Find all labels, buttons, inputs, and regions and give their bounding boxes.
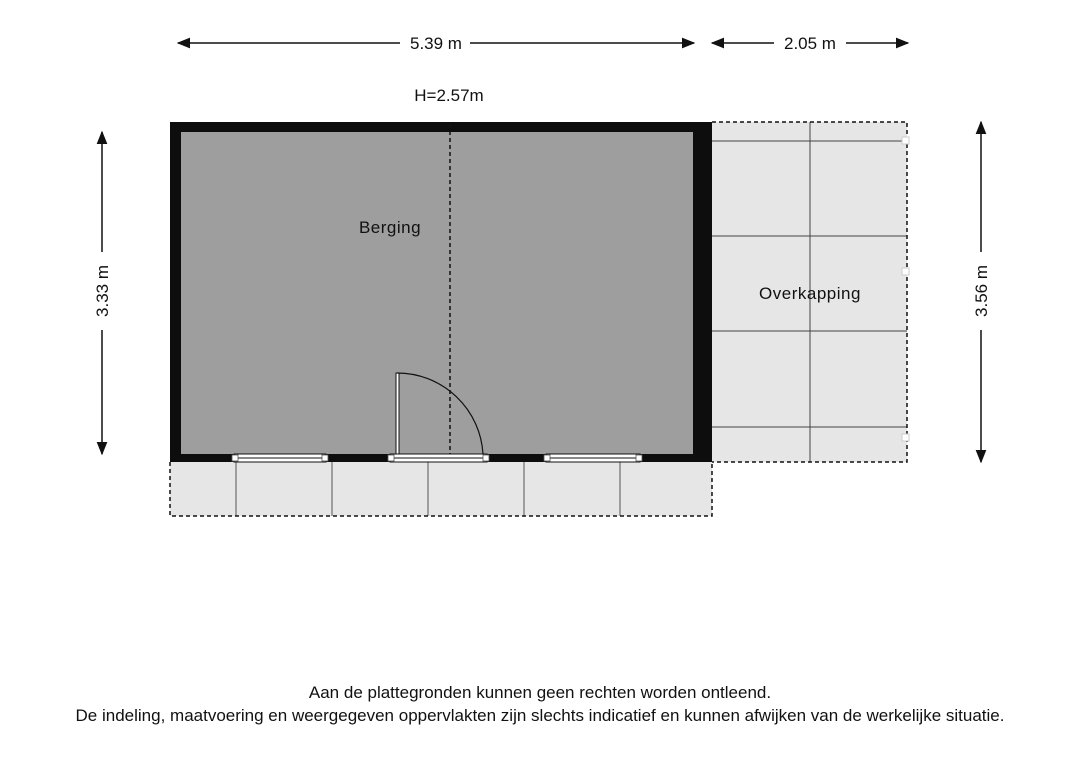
overkapping-label: Overkapping <box>759 284 861 303</box>
dimension-right <box>972 122 991 462</box>
dimension-right-label: 3.56 m <box>972 265 991 317</box>
dimension-top-right-label: 2.05 m <box>784 34 836 53</box>
disclaimer-line-1: Aan de plattegronden kunnen geen rechten worden ontleend. <box>308 683 772 702</box>
dimension-left <box>93 132 112 454</box>
dimension-top-left-label: 5.39 m <box>410 34 462 53</box>
terrace-tiles <box>170 462 712 516</box>
window-right <box>544 454 642 462</box>
window-left <box>232 454 328 462</box>
door-opening <box>388 454 489 462</box>
dimension-left-label: 3.33 m <box>93 265 112 317</box>
disclaimer-line-2: De indeling, maatvoering en weergegeven oppervlakten zijn slechts indicatief en kunnen afwijken van de werkelijke situatie. <box>75 706 1005 725</box>
height-label: H=2.57m <box>414 86 484 105</box>
dimension-top-left <box>178 34 694 53</box>
dimension-top-right <box>712 34 908 53</box>
berging-room <box>170 122 712 462</box>
berging-label: Berging <box>358 218 422 237</box>
